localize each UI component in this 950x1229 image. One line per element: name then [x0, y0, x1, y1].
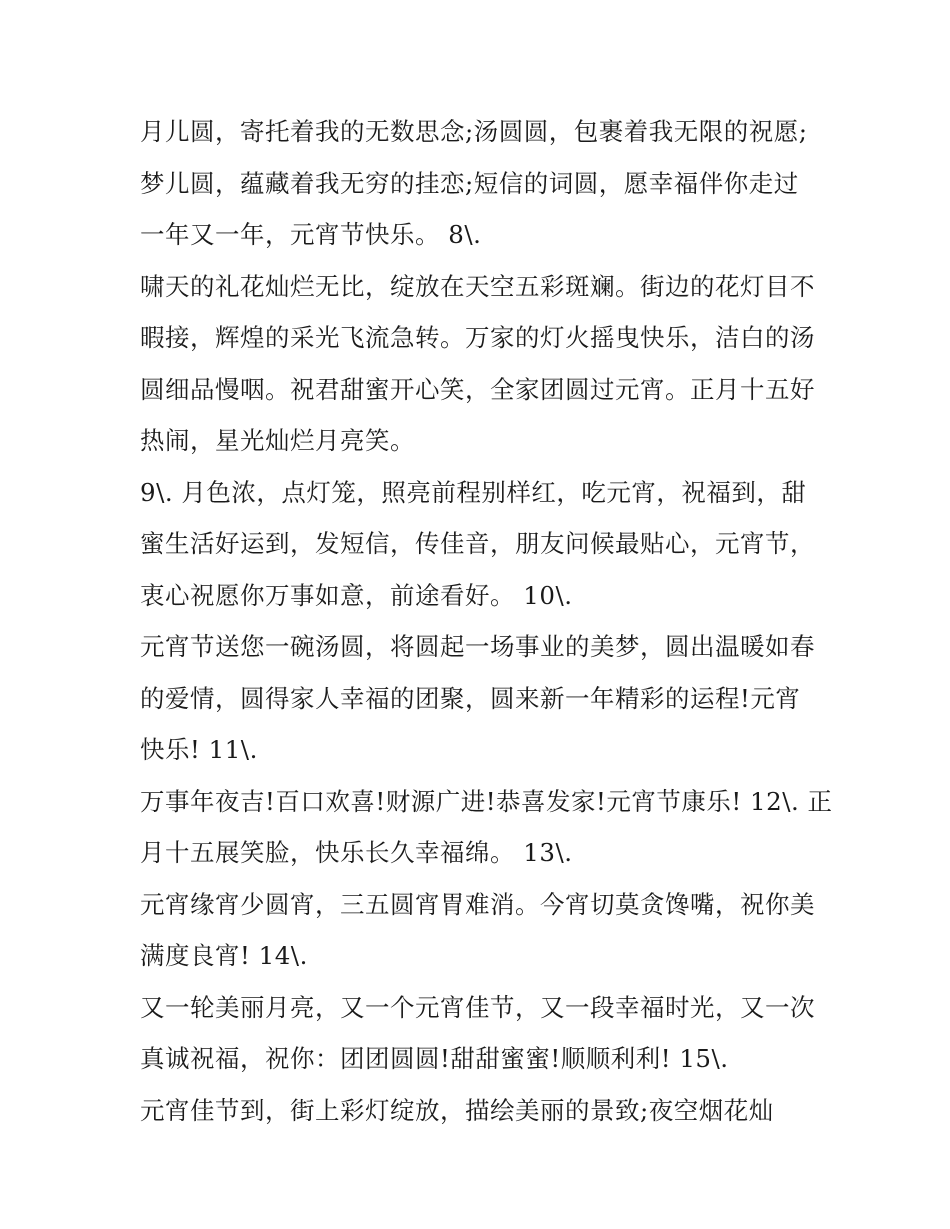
text-line: 梦儿圆，蕴藏着我无穷的挂恋;短信的词圆，愿幸福伴你走过	[140, 168, 799, 198]
text-line: 暇接，辉煌的采光飞流急转。万家的灯火摇曳快乐，洁白的汤	[140, 323, 815, 352]
text-line: 蜜生活好运到，发短信，传佳音，朋友问候最贴心，元宵节，	[140, 529, 815, 558]
text-line: 元宵缘宵少圆宵，三五圆宵胃难消。今宵切莫贪馋嘴，祝你美	[140, 889, 815, 919]
text-line: 真诚祝福，祝你：团团圆圆!甜甜蜜蜜!顺顺利利! 15\.	[140, 1044, 729, 1073]
text-line: 快乐! 11\.	[140, 735, 258, 764]
text-line: 9\. 月色浓，点灯笼，照亮前程别样红，吃元宵，祝福到，甜	[140, 477, 807, 507]
text-line: 一年又一年，元宵节快乐。 8\.	[140, 220, 482, 249]
body-text	[140, 106, 833, 1136]
text-line: 的爱情，圆得家人幸福的团聚，圆来新一年精彩的运程!元宵	[140, 683, 801, 713]
text-line: 满度良宵! 14\.	[140, 941, 308, 970]
text-line: 月儿圆，寄托着我的无数思念;汤圆圆，包裹着我无限的祝愿;	[140, 117, 808, 146]
text-line: 元宵节送您一碗汤圆，将圆起一场事业的美梦，圆出温暖如春	[140, 632, 815, 661]
text-line: 月十五展笑脸，快乐长久幸福绵。 13\.	[140, 838, 573, 867]
text-line: 圆细品慢咽。祝君甜蜜开心笑，全家团圆过元宵。正月十五好	[140, 374, 815, 404]
text-line: 元宵佳节到，街上彩灯绽放，描绘美丽的景致;夜空烟花灿	[140, 1095, 774, 1125]
text-line: 热闹，星光灿烂月亮笑。	[140, 426, 415, 455]
text-line: 衷心祝愿你万事如意，前途看好。 10\.	[140, 580, 573, 610]
text-line: 啸天的礼花灿烂无比，绽放在天空五彩斑斓。街边的花灯目不	[140, 271, 815, 301]
text-line: 万事年夜吉!百口欢喜!财源广进!恭喜发家!元宵节康乐! 12\. 正	[140, 786, 833, 816]
text-line: 又一轮美丽月亮，又一个元宵佳节，又一段幸福时光，又一次	[140, 992, 815, 1022]
